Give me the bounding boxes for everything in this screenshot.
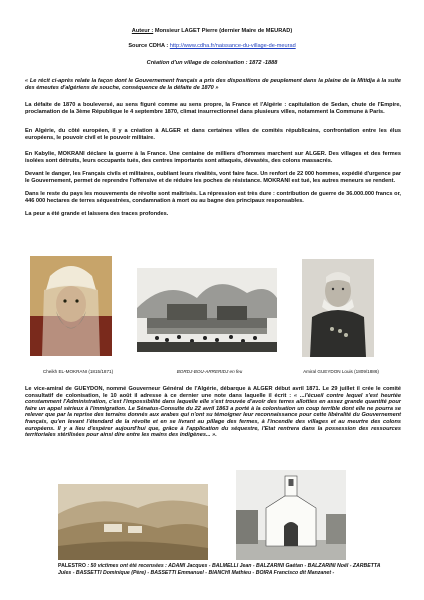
intro-quote: « Le récit ci-après relate la façon dont le Gouvernement français a pris des dispositions de peuplement dans la plaine de la Mitidja à la suite des émeutes d'algériens de souche, conséquence de la défaite de 1870 » bbox=[25, 78, 401, 91]
paragraph-gueydon-quote: « ...l'écueil contre lequel s'est heurtée constamment l'Administration, c'est l'impossibilité dans laquelle elle s'est trouvée d'avoir des terres allotties en assez grande quantité pour faire un appel sérieux à l'immigration. Le Sénatus-Consulte du 22 avril 1863 a porté à la colonisation un coup terrible dont elle ne pourra se relever que par la reprise des terrains donnés aux arabes qui n'ont su témoigner leur reconnaissance pour cette libéralité du Gouvernement français, qu'en levant l'étendard de la révolte et en se livrant au pillage des fermes, à l'incendie des villages et au meurtre des colons européens. Il y a lieu d'espérer aujourd'hui que, grâce à l'application du séquestre, l'Etat rentrera dans la possession des ressources territoriales stérilisées pour ainsi dire entre les mains des indigènes... ». bbox=[25, 392, 401, 439]
source-label: Source CDHA : bbox=[128, 43, 169, 49]
church-image bbox=[236, 470, 346, 560]
caption-gueydon: Amiral GUEYDON Louis (1809/1886) bbox=[303, 369, 379, 374]
paragraph-repression: Dans le reste du pays les mouvements de révolte sont maîtrisés. La répression est très dure : contribution de guerre de 36.000.000 francs or, 446 000 hectares de terres séquestrées, condamnation à mort ou au bagne des principaux responsables. bbox=[25, 191, 401, 204]
caption-bordj: BORDJ-BOU-ARRERIDJ en feu bbox=[176, 369, 243, 374]
portrait-mokrani-image bbox=[30, 256, 112, 356]
caption-mokrani: Cheikh EL-MOKRANI (1815/1871) bbox=[42, 369, 114, 374]
landscape-palestro-image bbox=[58, 484, 208, 560]
bordj-fire-image bbox=[137, 268, 277, 352]
paragraph-gueydon bbox=[25, 386, 401, 439]
paragraph-defaite: La défaite de 1870 a bouleversé, au sens figuré comme au sens propre, la France et l'Algérie : capitulation de Sedan, chute de l'Empire, proclamation de la 3ème République le 4 septembre 1870, climat insurrectionnel dans plusieurs villes, notamment la Commune à Paris. bbox=[25, 102, 401, 115]
author-label: Auteur : bbox=[131, 28, 154, 34]
paragraph-danger: Devant le danger, les Français civils et militaires, oubliant leurs rivalités, vont faire face. Un renfort de 22 000 hommes, expédié d'urgence par le Gouvernement, permet de reprendre l'offensive et de réduire les poches de résistance. MOKRANI est tué, les autres meneurs se rendent. bbox=[25, 171, 401, 184]
paragraph-algerie: En Algérie, du côté européen, il y a création à ALGER et dans certaines villes de comités républicains, confrontation entre les élus européens, le pouvoir civil et le pouvoir militaire. bbox=[25, 128, 401, 141]
subtitle: Création d'un village de colonisation : 1872 -1888 bbox=[146, 60, 278, 66]
source-line bbox=[0, 43, 424, 50]
footer-victims bbox=[58, 563, 388, 576]
footer-text: : 50 victimes ont été recensées : ADAMI Jacques - BALMELLI Jean - BALZARINI Gaétan - BALZARINI Noël - ZARBETTA Jules - BASSETTI Dominique (Père) - BASSETTI Emmanuel - BIANCHI Mathieu - BOIRA Francisco dit Manzanet - bbox=[58, 563, 381, 576]
footer-place: PALESTRO bbox=[58, 563, 86, 569]
author-name: Monsieur LAGET Pierre (dernier Maire de MEURAD) bbox=[154, 28, 293, 34]
source-link[interactable]: http://www.cdha.fr/naissance-du-village-de-meurad bbox=[169, 43, 296, 49]
paragraph-kabylie: En Kabylie, MOKRANI déclare la guerre à la France. Une centaine de milliers d'hommes marchent sur ALGER. Des villages et des fermes isolées sont détruits, leurs occupants tués, des centres importants sont attaqués, dévastés, des colons massacrés. bbox=[25, 151, 401, 164]
paragraph-gueydon-intro: Le vice-amiral de GUEYDON, nommé Gouverneur Général de l'Algérie, débarque à ALGER début avril 1871. Le 29 juillet il crée le comité consultatif de colonisation, le 10 août il adresse à ce dernier une note dans laquelle il écrit : bbox=[25, 386, 401, 399]
portrait-gueydon-image bbox=[302, 259, 374, 357]
paragraph-peur: La peur a été grande et laissera des traces profondes. bbox=[25, 211, 169, 217]
author-line bbox=[0, 28, 424, 35]
